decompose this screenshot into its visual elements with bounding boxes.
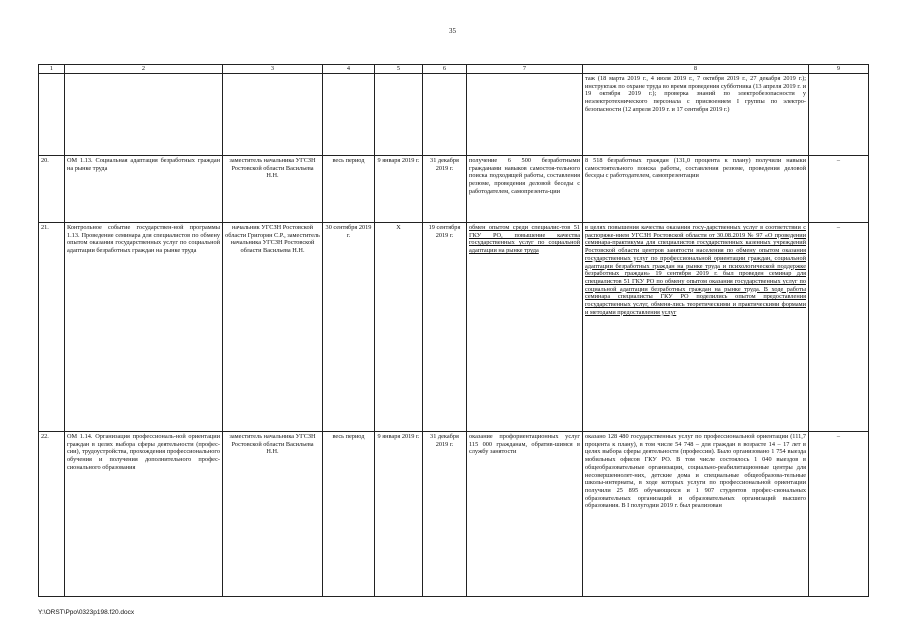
event-cell: Контрольное событие государствен-ной программы 1.13. Проведение семинара для специалистов по обмену опытом оказания государственных услуг по социальной адаптации безработных граждан на рынке труда bbox=[65, 223, 223, 432]
table-row bbox=[39, 74, 869, 156]
footer-file-path: Y:\ORST\Ppo\0323p198.f20.docx bbox=[38, 609, 135, 616]
table-row bbox=[39, 432, 869, 597]
actual-result-cell: 8 518 безработных граждан (131,0 процента к плану) получили навыки самостоятельного поиска работы, составления резюме, проведения деловой беседы с работодателем, самопрезентации bbox=[583, 156, 809, 223]
actual-result-cell: таж (18 марта 2019 г., 4 июля 2019 г., 7 октября 2019 г., 27 декабря 2019 г.); инструктаж по охране труда во время проведения субботника (13 апреля 2019 г. и 19 октября 2019 г.); проверка знаний по электробезопасности у неэлектротехнического персонала с присвоением I группы по электро-безопасности (12 апреля 2019 г. и 17 сентября 2019 г.) bbox=[583, 74, 809, 156]
header-col-9: 9 bbox=[809, 65, 869, 74]
note-cell: – bbox=[809, 223, 869, 432]
event-cell: ОМ 1.14. Организация профессиональ-ной ориентации граждан в целях выбора сферы деятельности (профес-сии), трудоустройства, прохождения профессионального обучения и получения дополнительного профес-сионального образования bbox=[65, 432, 223, 597]
report-table bbox=[38, 64, 869, 597]
table-row bbox=[39, 223, 869, 432]
period-cell: весь период bbox=[323, 432, 375, 597]
row-number: 20. bbox=[39, 156, 65, 223]
row-number bbox=[39, 74, 65, 156]
expected-result-cell: оказание профориентационных услуг 115 000 гражданам, обратив-шимся в службу занятости bbox=[467, 432, 583, 597]
event-cell bbox=[65, 74, 223, 156]
actual-result-cell: оказано 128 480 государственных услуг по профессиональной ориентации (111,7 процента к плану), в том числе 54 748 – для граждан в возрасте 14 – 17 лет в целях выбора сферы деятельности (профессии). Было организовано 1 754 выезда мобильных офисов ГКУ РО. В том числе состоялось 1 040 выездов в общеобразовательные организации, социально-реабилитационные центры для несовершеннолет-них, детские дома и специальные общеобразова-тельные школы-интернаты, в ходе которых услуги по профессиональной ориентации получили 25 895 обучающихся и 1 907 студентов профес-сиональных образовательных организаций и образовательных организаций высшего образования. В I полугодии 2019 г. был реализован bbox=[583, 432, 809, 597]
header-col-8: 8 bbox=[583, 65, 809, 74]
end-date-cell: 19 сентября 2019 г. bbox=[423, 223, 467, 432]
header-col-7: 7 bbox=[467, 65, 583, 74]
note-cell bbox=[809, 74, 869, 156]
table-row bbox=[39, 156, 869, 223]
start-date-cell: 9 января 2019 г. bbox=[375, 432, 423, 597]
start-date-cell bbox=[375, 74, 423, 156]
end-date-cell: 31 декабря 2019 г. bbox=[423, 156, 467, 223]
end-date-cell: 31 декабря 2019 г. bbox=[423, 432, 467, 597]
row-number: 21. bbox=[39, 223, 65, 432]
expected-result-cell bbox=[467, 74, 583, 156]
header-col-4: 4 bbox=[323, 65, 375, 74]
note-cell: – bbox=[809, 432, 869, 597]
header-col-6: 6 bbox=[423, 65, 467, 74]
responsible-cell: начальник УГСЗН Ростовской области Григорян С.Р., заместитель начальника УГСЗН Ростовской области Васильева Н.Н. bbox=[223, 223, 323, 432]
header-row bbox=[39, 65, 869, 74]
row-number: 22. bbox=[39, 432, 65, 597]
expected-result-cell: получение 6 500 безработными гражданами навыков самостоя-тельного поиска подходящей работы, составления резюме, проведения деловой беседы с работодателем, самопрезента-ции bbox=[467, 156, 583, 223]
header-col-1: 1 bbox=[39, 65, 65, 74]
note-cell: – bbox=[809, 156, 869, 223]
period-cell: 30 сентября 2019 г. bbox=[323, 223, 375, 432]
start-date-cell: Х bbox=[375, 223, 423, 432]
actual-result-cell: в целях повышения качества оказания госу-дарственных услуг в соответствии с распоряже-нием УГСЗН Ростовской области от 30.08.2019 № 97 «О проведении семинара-практикума для специалистов государственных казенных учреждений Ростовской области центров занятости населения по обмену опытом оказания государственных услуг по профессиональной ориентации граждан, социальной адаптации безработных граждан на рынке труда и психологической поддержке безработных граждан» 19 сентября 2019 г. был проведен семинар для специалистов 51 ГКУ РО по обмену опытом оказания государственных услуг по социальной адаптации безработных граждан на рынке труда. В ходе работы семинара специалисты ГКУ РО поделились опытом предоставления государственных услуг, обменя-лись теоретическими и практическими формами и методами предоставления услуг bbox=[583, 223, 809, 432]
header-col-3: 3 bbox=[223, 65, 323, 74]
header-col-5: 5 bbox=[375, 65, 423, 74]
period-cell bbox=[323, 74, 375, 156]
period-cell: весь период bbox=[323, 156, 375, 223]
responsible-cell: заместитель начальника УГСЗН Ростовской области Васильева Н.Н. bbox=[223, 156, 323, 223]
expected-result-cell: обмен опытом среди специалис-тов 51 ГКУ РО, повышение качества государственных услуг по социальной адаптации на рынке труда bbox=[467, 223, 583, 432]
responsible-cell bbox=[223, 74, 323, 156]
end-date-cell bbox=[423, 74, 467, 156]
event-cell: ОМ 1.13. Социальная адаптация безработных граждан на рынке труда bbox=[65, 156, 223, 223]
start-date-cell: 9 января 2019 г. bbox=[375, 156, 423, 223]
page-number: 35 bbox=[449, 27, 456, 35]
responsible-cell: заместитель начальника УГСЗН Ростовской области Васильева Н.Н. bbox=[223, 432, 323, 597]
header-col-2: 2 bbox=[65, 65, 223, 74]
